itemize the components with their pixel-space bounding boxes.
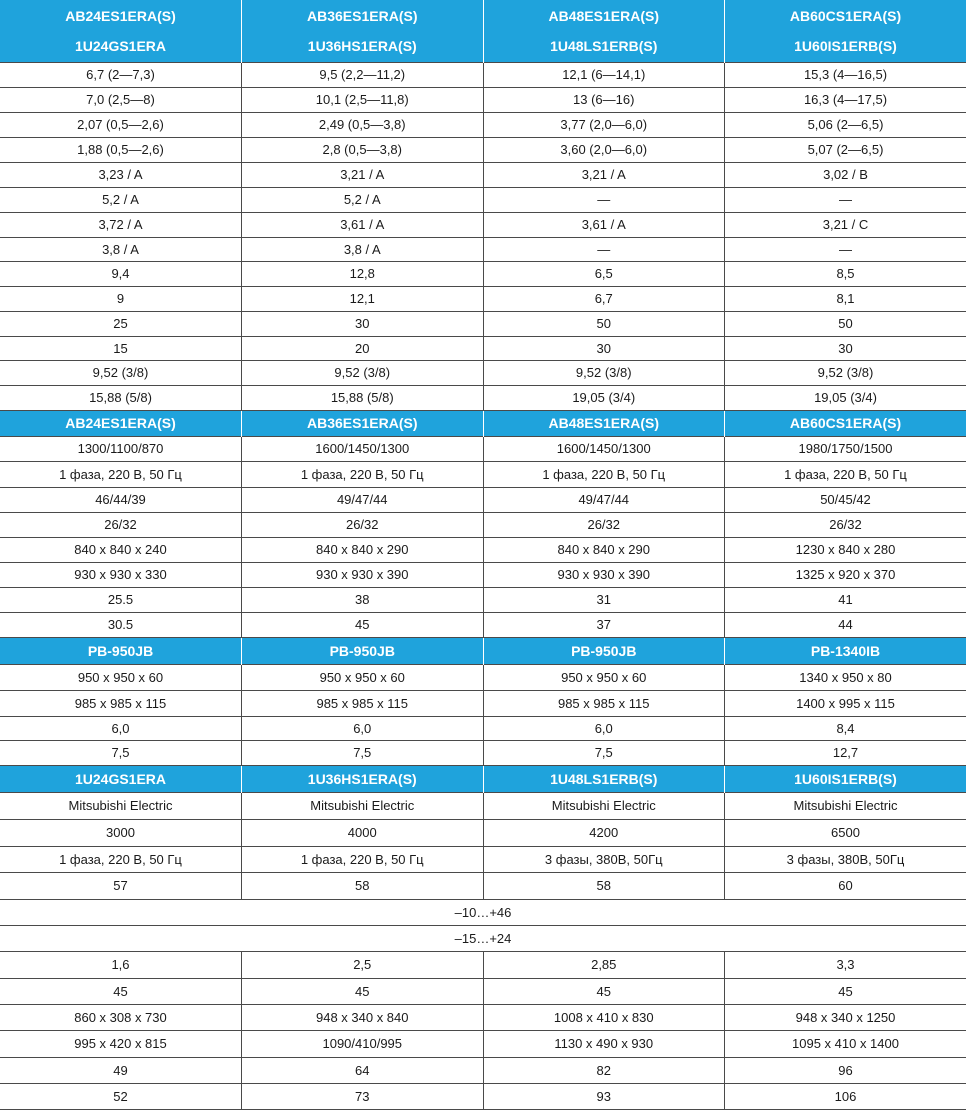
table-cell: 30 [483, 336, 725, 360]
table-cell: –15…+24 [0, 925, 966, 951]
table-row [0, 925, 966, 951]
table-cell: 26/32 [242, 512, 484, 537]
table-cell: 20 [242, 336, 484, 360]
table-cell: 1325 x 920 x 370 [725, 562, 966, 587]
model-header-cell: PB-950JB [242, 637, 484, 664]
table-cell: 60 [725, 872, 966, 899]
table-cell: 30 [242, 311, 484, 336]
section-header-row [0, 637, 966, 664]
table-cell: 1600/1450/1300 [242, 436, 484, 461]
table-cell: 1008 x 410 x 830 [483, 1004, 725, 1030]
table-row [0, 286, 966, 311]
table-cell: 1600/1450/1300 [483, 436, 725, 461]
table-cell: 4000 [242, 819, 484, 846]
table-cell: 1340 x 950 x 80 [725, 664, 966, 690]
table-cell: 30.5 [0, 612, 242, 637]
table-cell: 1300/1100/870 [0, 436, 242, 461]
table-row [0, 187, 966, 212]
table-cell: 985 x 985 x 115 [0, 690, 242, 716]
table-cell: — [725, 187, 966, 212]
table-row [0, 1083, 966, 1109]
table-cell: 3,02 / B [725, 162, 966, 187]
table-row [0, 872, 966, 899]
table-cell: 840 x 840 x 240 [0, 537, 242, 562]
model-header-cell: AB48ES1ERA(S) [483, 410, 725, 436]
table-cell: 45 [0, 978, 242, 1004]
table-cell: 3 фазы, 380В, 50Гц [725, 846, 966, 872]
table-cell: 73 [242, 1083, 484, 1109]
table-cell: 93 [483, 1083, 725, 1109]
table-cell: 1095 x 410 x 1400 [725, 1030, 966, 1057]
table-cell: 58 [483, 872, 725, 899]
table-cell: — [483, 237, 725, 261]
table-cell: 45 [483, 978, 725, 1004]
table-cell: 3,8 / A [0, 237, 242, 261]
model-header-cell: AB60CS1ERA(S) [725, 410, 966, 436]
table-row [0, 664, 966, 690]
table-cell: 985 x 985 x 115 [242, 690, 484, 716]
table-row [0, 112, 966, 137]
table-row [0, 261, 966, 286]
table-cell: 49 [0, 1057, 242, 1083]
table-cell: 38 [242, 587, 484, 612]
model-header-cell: 1U36HS1ERA(S) [242, 31, 484, 62]
table-cell: 950 x 950 x 60 [242, 664, 484, 690]
table-cell: 15,88 (5/8) [0, 385, 242, 410]
table-cell: 3,77 (2,0—6,0) [483, 112, 725, 137]
table-cell: 1 фаза, 220 В, 50 Гц [0, 461, 242, 487]
table-row [0, 87, 966, 112]
table-cell: 1 фаза, 220 В, 50 Гц [242, 846, 484, 872]
table-cell: 12,1 (6—14,1) [483, 62, 725, 87]
table-row [0, 612, 966, 637]
table-cell: 8,5 [725, 261, 966, 286]
table-cell: 6,0 [242, 716, 484, 740]
table-cell: 1 фаза, 220 В, 50 Гц [483, 461, 725, 487]
table-cell: 2,8 (0,5—3,8) [242, 137, 484, 162]
table-cell: 5,2 / A [242, 187, 484, 212]
table-row [0, 461, 966, 487]
table-cell: 860 x 308 x 730 [0, 1004, 242, 1030]
table-cell: 950 x 950 x 60 [483, 664, 725, 690]
table-cell: 3,21 / C [725, 212, 966, 237]
table-cell: 9 [0, 286, 242, 311]
model-header-cell: AB60CS1ERA(S) [725, 0, 966, 31]
table-cell: 9,52 (3/8) [483, 360, 725, 385]
table-cell: 7,0 (2,5—8) [0, 87, 242, 112]
table-cell: 49/47/44 [483, 487, 725, 512]
table-row [0, 1030, 966, 1057]
table-row [0, 819, 966, 846]
table-cell: 7,5 [0, 740, 242, 765]
table-cell: 44 [725, 612, 966, 637]
model-header-cell: 1U36HS1ERA(S) [242, 765, 484, 792]
table-cell: 57 [0, 872, 242, 899]
table-cell: 8,1 [725, 286, 966, 311]
table-cell: 25 [0, 311, 242, 336]
table-cell: 3,61 / A [483, 212, 725, 237]
table-cell: 7,5 [242, 740, 484, 765]
table-cell: 3,23 / A [0, 162, 242, 187]
table-cell: 1 фаза, 220 В, 50 Гц [242, 461, 484, 487]
table-row [0, 137, 966, 162]
table-cell: 4200 [483, 819, 725, 846]
table-cell: 45 [725, 978, 966, 1004]
table-row [0, 792, 966, 819]
table-cell: 948 x 340 x 1250 [725, 1004, 966, 1030]
table-cell: 45 [242, 978, 484, 1004]
model-header-cell: 1U24GS1ERA [0, 31, 242, 62]
table-row [0, 385, 966, 410]
table-row [0, 951, 966, 978]
table-cell: 930 x 930 x 330 [0, 562, 242, 587]
model-header-cell: AB36ES1ERA(S) [242, 0, 484, 31]
table-cell: 50 [725, 311, 966, 336]
table-cell: 8,4 [725, 716, 966, 740]
table-row [0, 562, 966, 587]
table-cell: 2,49 (0,5—3,8) [242, 112, 484, 137]
table-cell: 1130 x 490 x 930 [483, 1030, 725, 1057]
table-cell: 13 (6—16) [483, 87, 725, 112]
table-cell: 1 фаза, 220 В, 50 Гц [725, 461, 966, 487]
table-cell: 1400 x 995 x 115 [725, 690, 966, 716]
table-cell: 46/44/39 [0, 487, 242, 512]
table-cell: 6,7 (2—7,3) [0, 62, 242, 87]
table-row [0, 978, 966, 1004]
table-cell: 950 x 950 x 60 [0, 664, 242, 690]
table-cell: Mitsubishi Electric [242, 792, 484, 819]
table-cell: 9,4 [0, 261, 242, 286]
table-cell: 15,3 (4—16,5) [725, 62, 966, 87]
model-header-cell: 1U48LS1ERB(S) [483, 31, 725, 62]
table-cell: Mitsubishi Electric [0, 792, 242, 819]
table-cell: 1230 x 840 x 280 [725, 537, 966, 562]
table-row [0, 899, 966, 925]
table-cell: 3,8 / A [242, 237, 484, 261]
table-cell: 3,3 [725, 951, 966, 978]
table-cell: 2,5 [242, 951, 484, 978]
table-cell: 985 x 985 x 115 [483, 690, 725, 716]
table-cell: 3,21 / A [242, 162, 484, 187]
table-row [0, 237, 966, 261]
model-header-cell: 1U24GS1ERA [0, 765, 242, 792]
table-cell: 840 x 840 x 290 [242, 537, 484, 562]
table-cell: 930 x 930 x 390 [242, 562, 484, 587]
section-header-row [0, 410, 966, 436]
table-cell: 31 [483, 587, 725, 612]
table-cell: 5,2 / A [0, 187, 242, 212]
table-cell: 930 x 930 x 390 [483, 562, 725, 587]
table-cell: — [725, 237, 966, 261]
table-cell: 3,21 / A [483, 162, 725, 187]
table-row [0, 1057, 966, 1083]
table-cell: 15,88 (5/8) [242, 385, 484, 410]
section-header-row [0, 31, 966, 62]
table-cell: 26/32 [483, 512, 725, 537]
table-cell: 1090/410/995 [242, 1030, 484, 1057]
table-cell: 1 фаза, 220 В, 50 Гц [0, 846, 242, 872]
table-cell: 82 [483, 1057, 725, 1083]
table-cell: 15 [0, 336, 242, 360]
table-cell: 1,88 (0,5—2,6) [0, 137, 242, 162]
table-cell: 9,5 (2,2—11,2) [242, 62, 484, 87]
table-row [0, 690, 966, 716]
table-cell: 26/32 [725, 512, 966, 537]
table-cell: 96 [725, 1057, 966, 1083]
table-cell: 3000 [0, 819, 242, 846]
table-cell: 9,52 (3/8) [242, 360, 484, 385]
table-cell: 3 фазы, 380В, 50Гц [483, 846, 725, 872]
table-cell: 9,52 (3/8) [725, 360, 966, 385]
table-cell: 12,8 [242, 261, 484, 286]
table-row [0, 62, 966, 87]
table-cell: 7,5 [483, 740, 725, 765]
table-cell: 6,7 [483, 286, 725, 311]
table-cell: –10…+46 [0, 899, 966, 925]
table-row [0, 846, 966, 872]
model-header-cell: AB24ES1ERA(S) [0, 410, 242, 436]
table-cell: 19,05 (3/4) [483, 385, 725, 410]
table-row [0, 740, 966, 765]
table-cell: 2,85 [483, 951, 725, 978]
table-cell: 1980/1750/1500 [725, 436, 966, 461]
table-cell: 49/47/44 [242, 487, 484, 512]
model-header-cell: PB-950JB [0, 637, 242, 664]
model-header-cell: AB24ES1ERA(S) [0, 0, 242, 31]
table-cell: 30 [725, 336, 966, 360]
table-row [0, 487, 966, 512]
table-cell: 58 [242, 872, 484, 899]
table-cell: 2,07 (0,5—2,6) [0, 112, 242, 137]
table-row [0, 436, 966, 461]
table-cell: — [483, 187, 725, 212]
table-cell: 50 [483, 311, 725, 336]
table-cell: 26/32 [0, 512, 242, 537]
table-cell: 9,52 (3/8) [0, 360, 242, 385]
section-header-row [0, 765, 966, 792]
table-cell: 25.5 [0, 587, 242, 612]
table-cell: 948 x 340 x 840 [242, 1004, 484, 1030]
section-header-row [0, 0, 966, 31]
table-cell: 50/45/42 [725, 487, 966, 512]
table-row [0, 336, 966, 360]
table-cell: 3,61 / A [242, 212, 484, 237]
table-row [0, 1004, 966, 1030]
table-cell: 41 [725, 587, 966, 612]
table-cell: 840 x 840 x 290 [483, 537, 725, 562]
table-row [0, 512, 966, 537]
table-cell: 6500 [725, 819, 966, 846]
table-row [0, 162, 966, 187]
table-row [0, 716, 966, 740]
table-row [0, 311, 966, 336]
table-cell: 6,5 [483, 261, 725, 286]
table-cell: 52 [0, 1083, 242, 1109]
table-cell: 37 [483, 612, 725, 637]
model-header-cell: 1U60IS1ERB(S) [725, 31, 966, 62]
model-header-cell: 1U60IS1ERB(S) [725, 765, 966, 792]
table-cell: 6,0 [0, 716, 242, 740]
table-cell: 16,3 (4—17,5) [725, 87, 966, 112]
table-cell: 1,6 [0, 951, 242, 978]
table-cell: 995 x 420 x 815 [0, 1030, 242, 1057]
model-header-cell: PB-1340IB [725, 637, 966, 664]
table-row [0, 212, 966, 237]
table-cell: 5,06 (2—6,5) [725, 112, 966, 137]
model-header-cell: AB36ES1ERA(S) [242, 410, 484, 436]
table-cell: 12,1 [242, 286, 484, 311]
table-cell: 12,7 [725, 740, 966, 765]
table-row [0, 360, 966, 385]
table-cell: Mitsubishi Electric [725, 792, 966, 819]
model-header-cell: 1U48LS1ERB(S) [483, 765, 725, 792]
table-row [0, 537, 966, 562]
table-cell: 19,05 (3/4) [725, 385, 966, 410]
table-cell: Mitsubishi Electric [483, 792, 725, 819]
table-cell: 6,0 [483, 716, 725, 740]
model-header-cell: AB48ES1ERA(S) [483, 0, 725, 31]
table-cell: 106 [725, 1083, 966, 1109]
table-cell: 3,72 / A [0, 212, 242, 237]
table-cell: 10,1 (2,5—11,8) [242, 87, 484, 112]
table-cell: 45 [242, 612, 484, 637]
table-cell: 3,60 (2,0—6,0) [483, 137, 725, 162]
table-row [0, 587, 966, 612]
model-header-cell: PB-950JB [483, 637, 725, 664]
table-cell: 5,07 (2—6,5) [725, 137, 966, 162]
table-cell: 64 [242, 1057, 484, 1083]
